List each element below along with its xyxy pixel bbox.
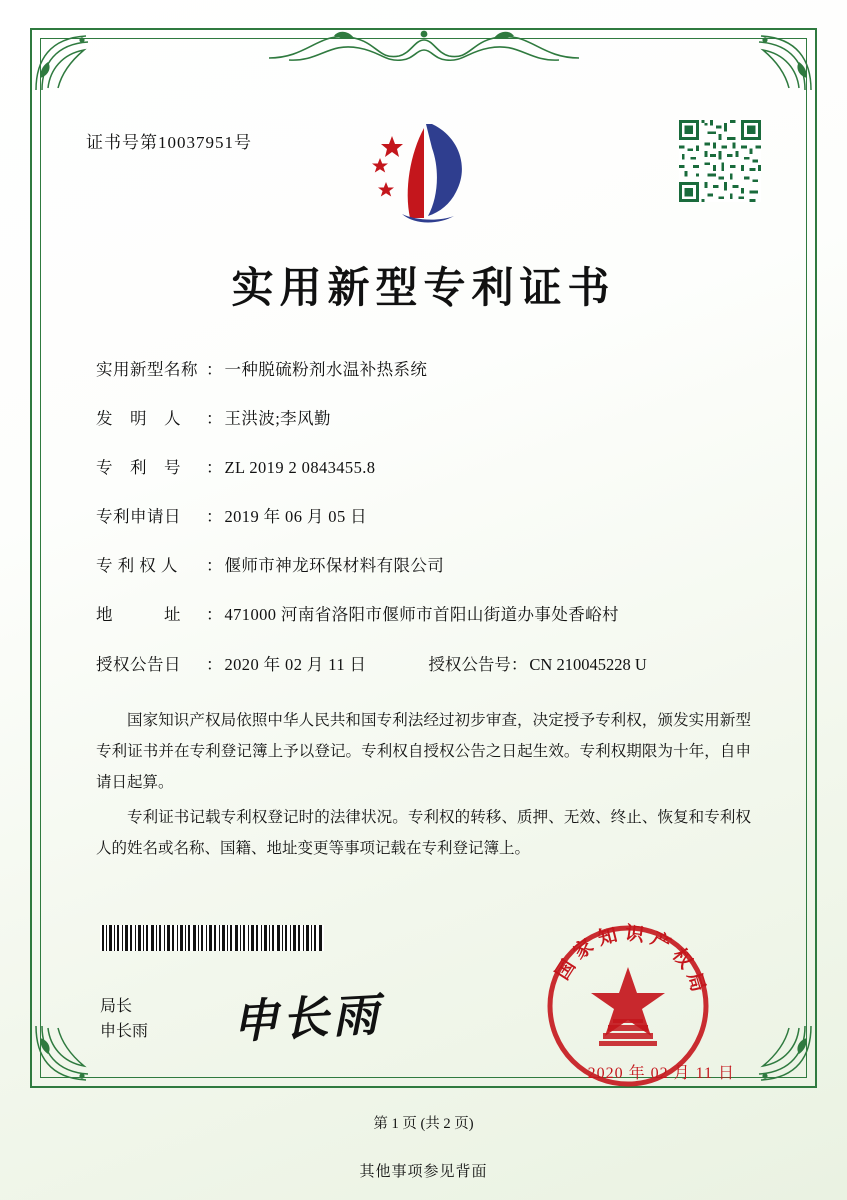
field-colon: ： (510, 654, 528, 674)
field-colon: ： (206, 654, 223, 674)
handwritten-signature: 申长雨 (230, 989, 384, 1048)
field-colon: ： (206, 409, 223, 429)
patent-office-logo-icon (354, 118, 494, 230)
svg-text:国家知识产权局: 国家知识产权局 (552, 923, 711, 1001)
page-title: 实用新型专利证书 (231, 266, 616, 312)
field-value-name: 一种脱硫粉剂水温补热系统 (224, 360, 428, 379)
footnote: 其他事项参见背面 (359, 1164, 488, 1180)
field-label-inventor: 发 明 人 (96, 409, 181, 429)
field-value-inventor: 王洪波;李风勤 (224, 409, 331, 429)
field-value-patent-number: ZL 2019 2 0843455.8 (224, 458, 376, 478)
field-label-address: 地 址 (96, 605, 181, 625)
signature-title-line1: 局长 (100, 998, 133, 1015)
field-label-grant-date: 授权公告日 (96, 654, 181, 674)
field-row-name (96, 358, 751, 381)
certificate-number: 证书号第10037951号 (86, 133, 252, 152)
corner-ornament-top-left (32, 30, 106, 94)
corner-ornament-bottom-left (32, 1022, 106, 1086)
signature-title-line2: 申长雨 (100, 1022, 149, 1040)
paragraph-2: 专利证书记载专利权登记时的法律状况。专利权的转移、质押、无效、终止、恢复和专利权人的姓名或名称、国籍、地址变更等事项记载在专利登记簿上。 (96, 809, 751, 857)
field-row-application-date (96, 505, 751, 528)
field-label-grant-number: 授权公告号 (428, 654, 511, 674)
field-label-patent-number: 专 利 号 (96, 458, 181, 478)
field-list (96, 358, 751, 702)
paragraph-1: 国家知识产权局依照中华人民共和国专利法经过初步审查，决定授予专利权，颁发实用新型专利证书并在专利登记簿上予以登记。专利权自授权公告之日起生效。专利权期限为十年，自申请日起算。 (96, 712, 751, 791)
seal-date: 2020 年 02 月 11 日 (587, 1065, 735, 1082)
qr-code (679, 120, 761, 202)
page-number: 第 1 页 (共 2 页) (373, 1116, 474, 1132)
field-label-patentee: 专 利 权 人 (96, 556, 178, 576)
field-colon: ： (206, 458, 223, 478)
field-label-application-date: 专利申请日 (96, 507, 181, 527)
top-flourish-ornament (259, 18, 589, 74)
field-colon: ： (206, 360, 223, 379)
field-colon: ： (206, 507, 223, 527)
field-value-patentee: 偃师市神龙环保材料有限公司 (224, 556, 445, 576)
field-row-address (96, 603, 751, 626)
field-value-application-date: 2019 年 06 月 05 日 (224, 507, 368, 527)
field-row-patentee (96, 554, 751, 577)
signature-title (100, 995, 148, 1045)
field-row-grant (96, 653, 751, 676)
barcode (100, 925, 324, 951)
field-value-address: 471000 河南省洛阳市偃师市首阳山街道办事处香峪村 (224, 605, 619, 625)
field-value-grant-number: CN 210045228 U (529, 654, 647, 674)
legal-text-block (96, 705, 751, 868)
corner-ornament-bottom-right (741, 1022, 815, 1086)
field-label-name: 实用新型名称 (96, 360, 198, 379)
field-value-grant-date: 2020 年 02 月 11 日 (224, 654, 367, 674)
corner-ornament-top-right (741, 30, 815, 94)
field-row-patent-number (96, 456, 751, 479)
field-colon: ： (206, 556, 223, 576)
field-colon: ： (206, 605, 223, 625)
field-row-inventor (96, 407, 751, 430)
